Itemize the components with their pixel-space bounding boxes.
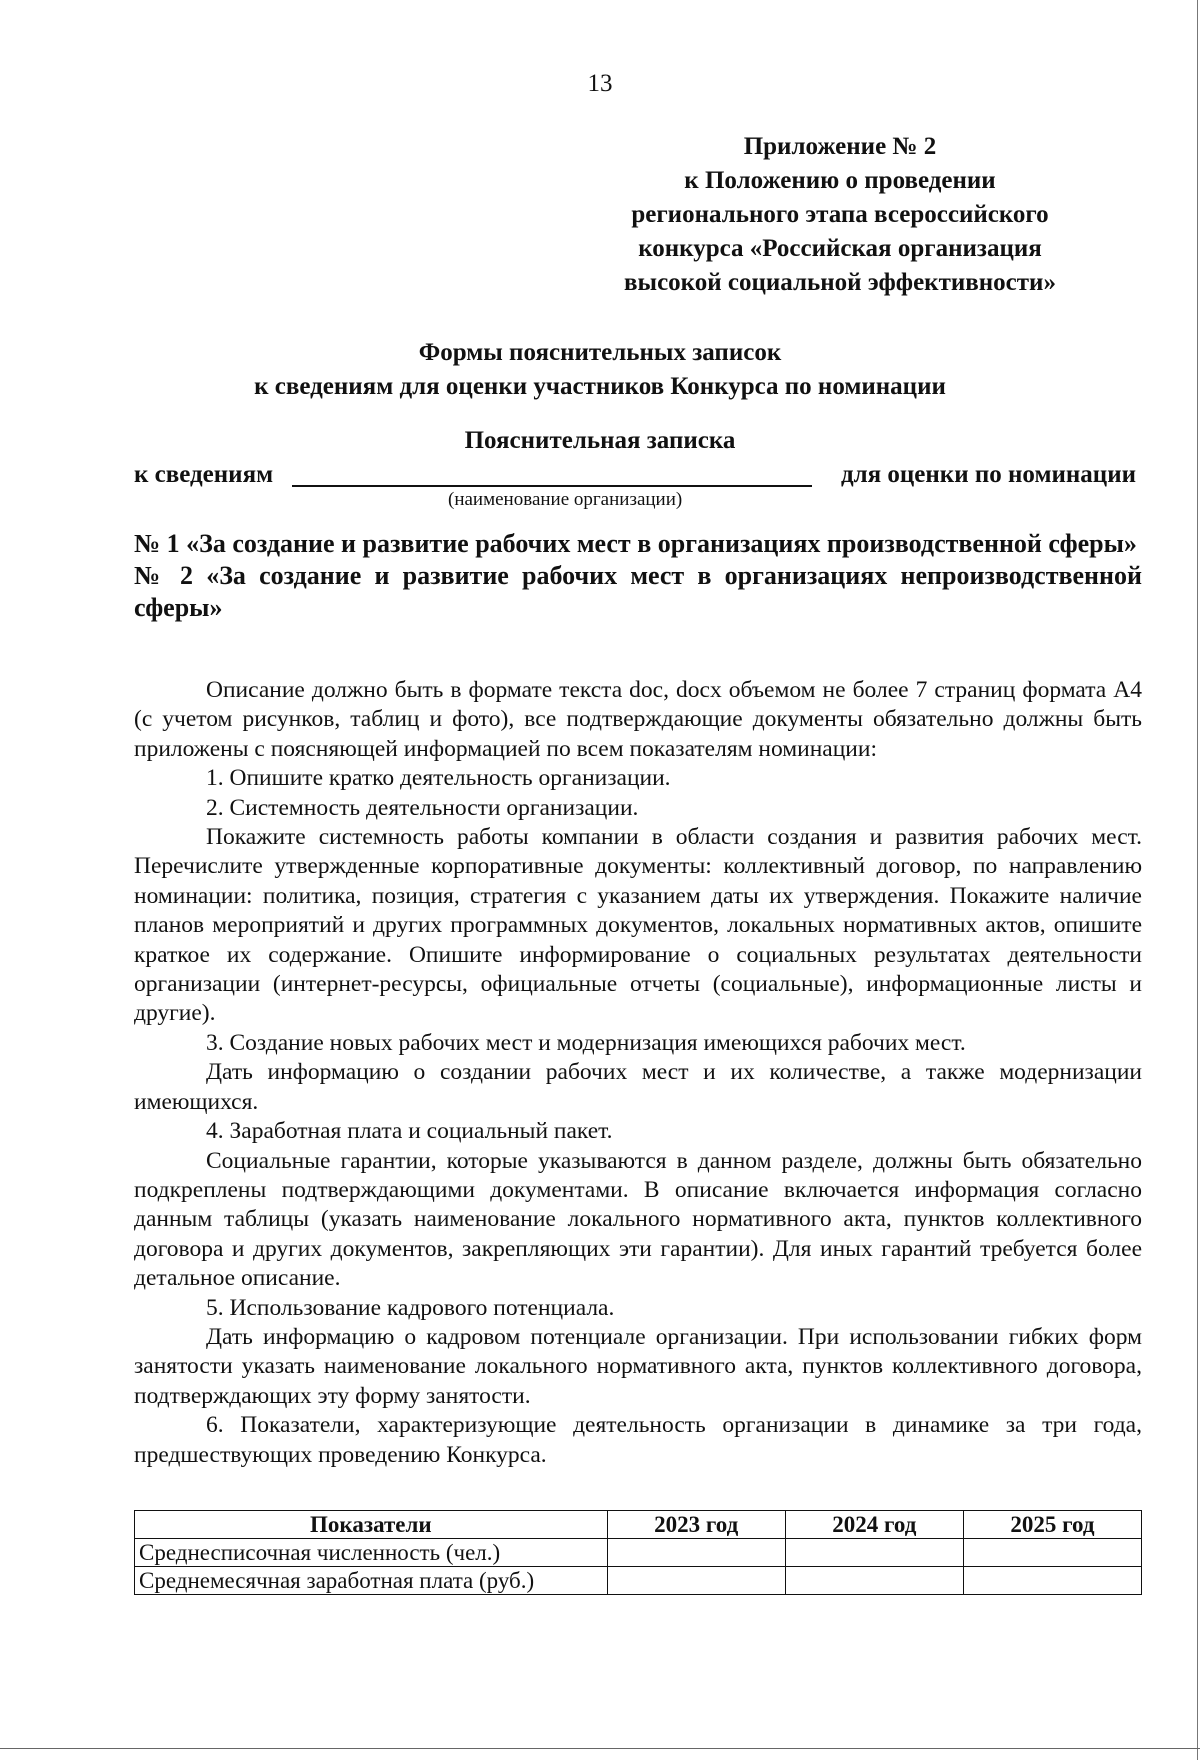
- paragraph: 2. Системность деятельности организации.: [206, 794, 639, 821]
- table-cell: [963, 1567, 1141, 1595]
- table-cell: [785, 1567, 963, 1595]
- forms-title-line: к сведениям для оценки участников Конкурса по номинации: [254, 373, 946, 400]
- instructions-body: [134, 676, 1142, 1470]
- table-cell: [785, 1539, 963, 1567]
- table-header-cell: Показатели: [135, 1511, 608, 1539]
- appendix-line: Приложение № 2: [743, 133, 937, 160]
- table-row: [135, 1539, 1142, 1567]
- paragraph: Социальные гарантии, которые указываются в данном разделе, должны быть обязательно подкреплены подтверждающими документами. В описание включается информация согласно данным таблицы (указать наименование локального нормативного акта, пунктов коллективного договора и других документов, закрепляющих эти гарантии). Для иных гарантий требуется более детальное описание.: [134, 1147, 1142, 1292]
- table-cell: [607, 1539, 785, 1567]
- nomination-item: № 1 «За создание и развитие рабочих мест в организациях производственной сферы»: [134, 529, 1137, 558]
- organization-name-blank: [292, 485, 812, 487]
- paragraph: Дать информацию о создании рабочих мест и их количестве, а также модернизации имеющихся.: [134, 1059, 1142, 1115]
- forms-title-line: Формы пояснительных записок: [418, 339, 782, 366]
- note-title: Пояснительная записка: [464, 427, 736, 454]
- table-cell: Среднесписочная численность (чел.): [135, 1539, 608, 1567]
- appendix-line: конкурса «Российская организация: [638, 235, 1042, 262]
- forms-title: [0, 336, 1200, 404]
- paragraph: Покажите системность работы компании в области создания и развития рабочих мест. Перечислите утвержденные корпоративные документы: коллективный договор, по направлению номинации: политика, позиция, стратегия с указанием даты их утверждения. Покажите наличие планов мероприятий и других программных документов, локальных нормативных актов, опишите краткое их содержание. Опишите информирование о социальных результатах деятельности организации (интернет-ресурсы, официальные отчеты (социальные), информационные листы и другие).: [134, 824, 1142, 1027]
- paragraph: 3. Создание новых рабочих мест и модернизация имеющихся рабочих мест.: [206, 1029, 966, 1056]
- page-number: 13: [587, 70, 613, 97]
- table-cell: [607, 1567, 785, 1595]
- paragraph: 4. Заработная плата и социальный пакет.: [206, 1118, 613, 1145]
- table-cell: [963, 1539, 1141, 1567]
- scan-bottom-line: [0, 1748, 1200, 1749]
- paragraph: 1. Опишите кратко деятельность организации.: [206, 765, 671, 792]
- scan-edge-line: [1197, 0, 1198, 1760]
- organization-name-caption: (наименование организации): [448, 489, 683, 510]
- table-header-cell: 2023 год: [607, 1511, 785, 1539]
- table-header-row: [135, 1511, 1142, 1539]
- appendix-line: к Положению о проведении: [684, 167, 996, 194]
- table-header-cell: 2025 год: [963, 1511, 1141, 1539]
- paragraph: Описание должно быть в формате текста doc, docx объемом не более 7 страниц формата А4 (с учетом рисунков, таблиц и фото), все подтверждающие документы обязательно должны быть приложены с поясняющей информацией по всем показателям номинации:: [134, 677, 1142, 762]
- appendix-header: [530, 130, 1150, 300]
- note-suffix: для оценки по номинации: [840, 461, 1136, 488]
- paragraph: Дать информацию о кадровом потенциале организации. При использовании гибких форм занятости указать наименование локального нормативного акта, пунктов коллективного договора, подтверждающих эту форму занятости.: [134, 1323, 1142, 1409]
- nominations-list: [134, 528, 1142, 624]
- paragraph: 5. Использование кадрового потенциала.: [206, 1294, 615, 1321]
- nomination-item: № 2 «За создание и развитие рабочих мест в организациях непроизводственной сферы»: [134, 561, 1142, 622]
- appendix-line: регионального этапа всероссийского: [631, 201, 1049, 228]
- note-prefix: к сведениям: [134, 461, 274, 488]
- organization-name-row: [134, 458, 1136, 492]
- table-cell: Среднемесячная заработная плата (руб.): [135, 1567, 608, 1595]
- paragraph: 6. Показатели, характеризующие деятельность организации в динамике за три года, предшествующих проведению Конкурса.: [134, 1412, 1142, 1468]
- table-row: [135, 1567, 1142, 1595]
- appendix-line: высокой социальной эффективности»: [624, 269, 1056, 296]
- indicators-table: [134, 1510, 1142, 1595]
- table-header-cell: 2024 год: [785, 1511, 963, 1539]
